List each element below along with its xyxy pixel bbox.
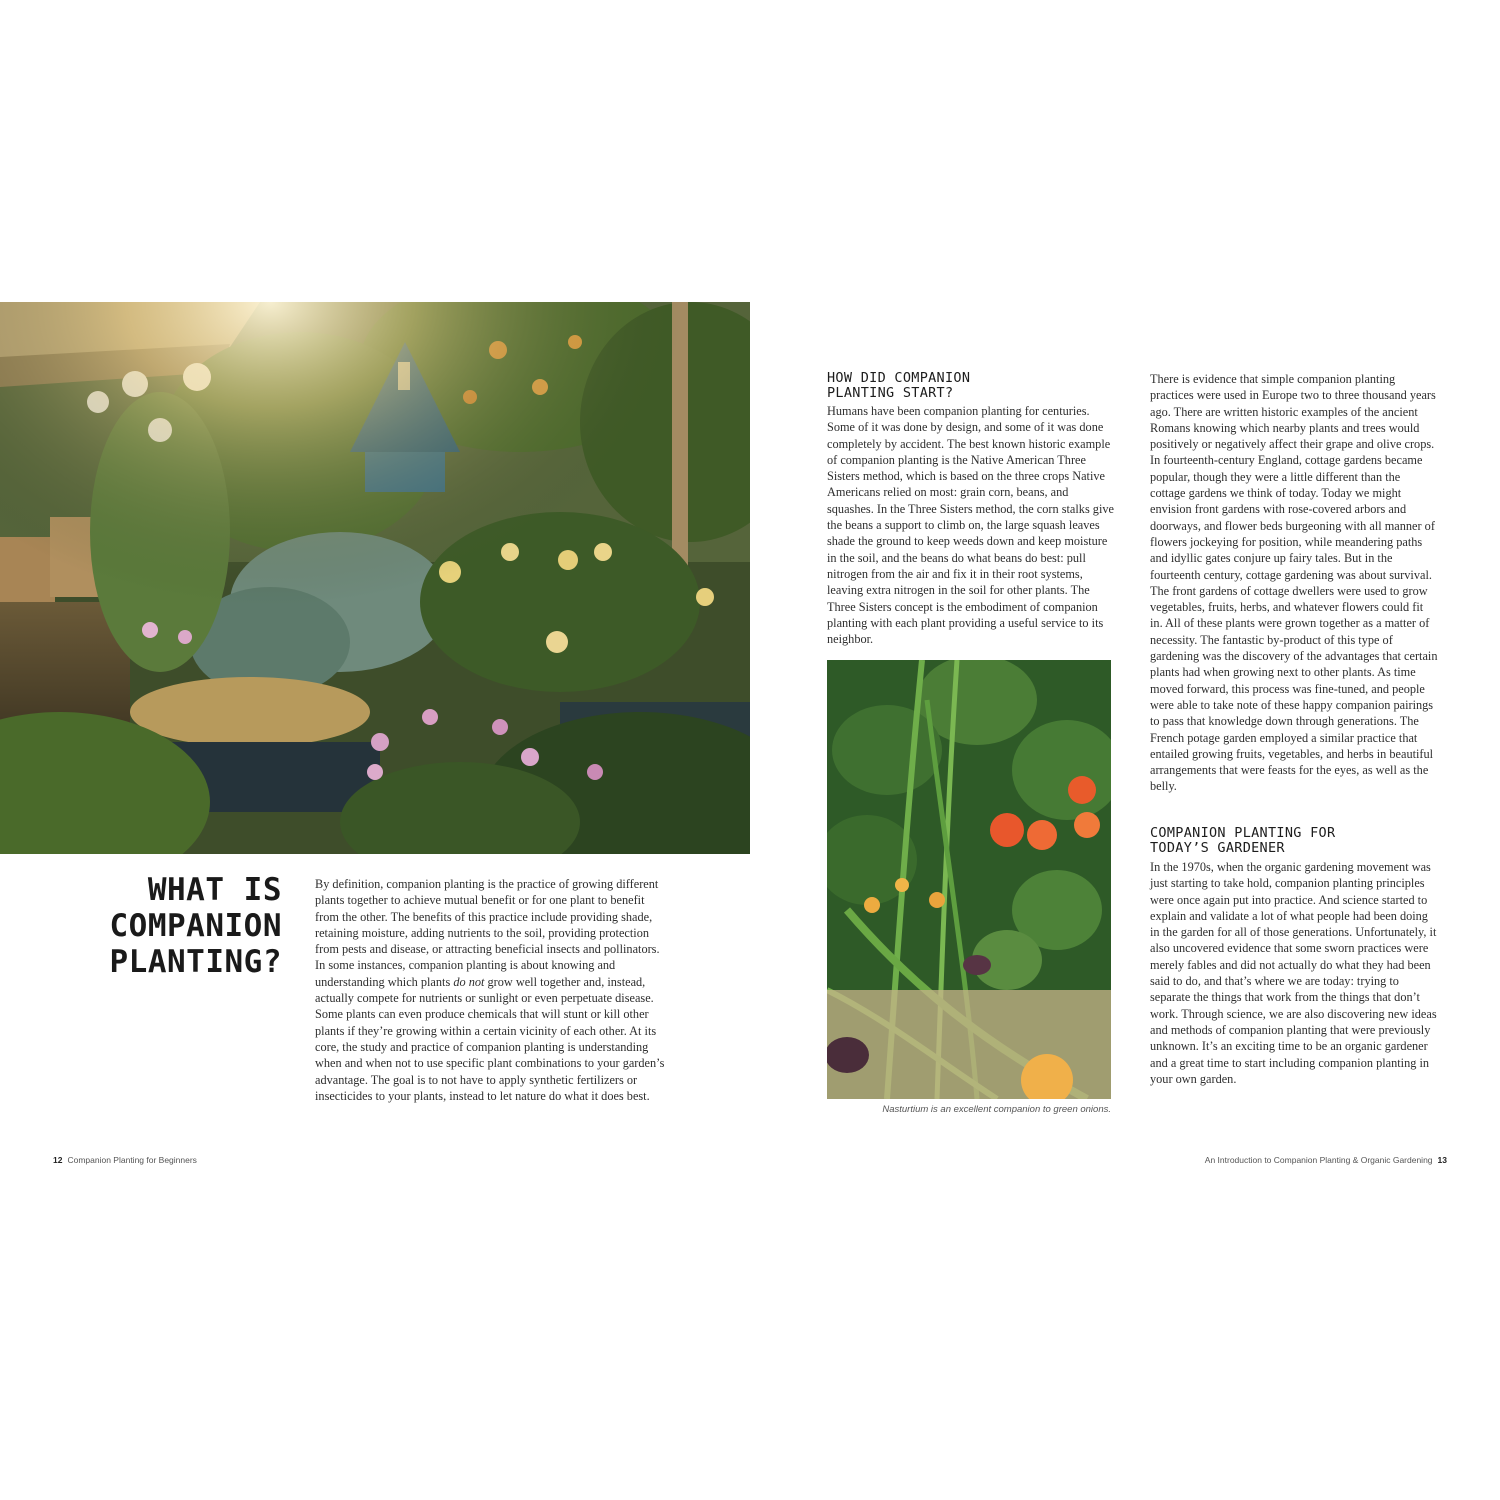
chapter-title (70, 872, 282, 980)
section-heading-today (1150, 826, 1438, 856)
intro-text-after: grow well together and, instead, actually compete for nutrients or sunlight or even perpetuate disease. Some plants can even produce chemicals that will stunt or kill other plants if they’re growing within a certain vicinity of each other. At its core, the study and practice of companion planting is understanding when and when not to use specific plant combinations to your garden’s advantage. The goal is to not have to apply synthetic fertilizers or insecticides to your plants, instead to let nature do what it does best. (315, 974, 665, 1103)
footer-right (1205, 1155, 1452, 1165)
section-heading-start-line-2: PLANTING START? (827, 385, 954, 401)
nasturtium-photo (827, 660, 1111, 1099)
intro-text-emphasis: do not (453, 974, 485, 989)
section-heading-today-line-2: TODAY’S GARDENER (1150, 840, 1285, 856)
chapter-title-line-2: COMPANION (109, 908, 282, 944)
intro-text-before: By definition, companion planting is the practice of growing different plants together to achieve mutual benefit or for one plant to benefit from the other. The benefits of this practice include providing shade, retaining moisture, adding nutrients to the soil, providing protection from pests and disease, or attracting beneficial insects and pollinators. In some instances, companion planting is about knowing and understanding which plants (315, 877, 660, 989)
section-heading-start (827, 371, 1115, 401)
section-today-body (1150, 859, 1438, 1087)
page-number-right: 13 (1437, 1155, 1447, 1165)
history-text: There is evidence that simple companion planting practices were used in Europe two to three thousand years ago. There are written historic examples of the ancient Romans knowing which nearby plants and trees would positively or negatively affect their grape and olive crops. In fourteenth-century England, cottage gardens became popular, though they were a little different than the cottage gardens we think of today. Today we might envision front gardens with rose-covered arbors and doorways, and flower beds burgeoning with all manner of flowers jockeying for position, while meandering paths and idyllic gates conjure up fairy tales. But in the fourteenth century, cottage gardening was about survival. The front gardens of cottage dwellers were used to grow vegetables, fruits, herbs, and whatever flowers could fit in. All of these plants were grown together as a matter of necessity. The fantastic by-product of this type of gardening was the discovery of the advantages that certain plants had when growing next to other plants. As time moved forward, this process was fine-tuned, and people were able to take note of these happy companion pairings to pass that knowledge down through generations. The French potage garden employed a similar practice that entailed growing fruits, vegetables, and herbs in beautiful arrangements that were feasts for the eyes, as well as the belly. (1150, 372, 1438, 794)
section-start-body (827, 403, 1115, 647)
chapter-title-line-3: PLANTING? (109, 944, 282, 980)
chapter-title-footer: An Introduction to Companion Planting & Organic Gardening (1204, 1155, 1433, 1165)
section-heading-today-line-1: COMPANION PLANTING FOR (1150, 825, 1336, 841)
chapter-title-line-1: WHAT IS (147, 872, 282, 908)
history-paragraph (1150, 371, 1438, 795)
garden-bed-photo (0, 302, 750, 854)
section-start-paragraph: Humans have been companion planting for centuries. Some of it was done by design, and some of it was done completely by accident. The best known historic example of companion planting is the Native American Three Sisters method, which is based on the three crops Native Americans relied on most: grain corn, beans, and squashes. In the Three Sisters method, the corn stalks give the beans a support to climb on, the large squash leaves shade the ground to keep weeds down and keep moisture in the soil, and the beans do what beans do best: pull nitrogen from the air and fix it in their root systems, leaving extra nitrogen in the soil for other plants. The Three Sisters concept is the embodiment of companion planting with each plant providing a useful service to its neighbor. (827, 404, 1114, 647)
intro-paragraph (315, 876, 667, 1104)
section-today-paragraph: In the 1970s, when the organic gardening movement was just starting to take hold, companion planting principles were once again put into practice. And science started to explain and validate a lot of what people had been doing in the garden for all of those generations. Unfortunately, it also uncovered evidence that some sworn practices were merely fables and did not actually do what they had been said to do, and that’s where we are today: trying to separate the things that work from the things that don’t work. Through science, we are also discovering new ideas and methods of companion planting that were previously unknown. It’s an exciting time to be an organic gardener and a great time to start including companion planting in your own garden. (1150, 860, 1437, 1086)
page-number-left: 12 (53, 1155, 63, 1165)
section-heading-start-line-1: HOW DID COMPANION (827, 370, 971, 386)
book-title-footer: Companion Planting for Beginners (67, 1155, 197, 1165)
footer-left (48, 1155, 197, 1165)
photo-caption: Nasturtium is an excellent companion to green onions. (882, 1104, 1111, 1115)
